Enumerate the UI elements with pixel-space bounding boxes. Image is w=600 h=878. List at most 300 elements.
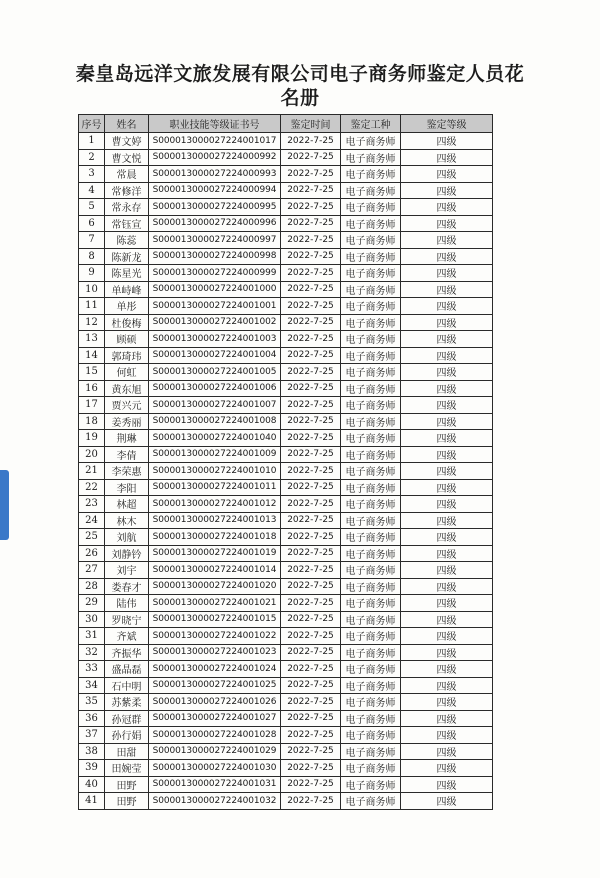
cell-index: 7 [79,232,105,249]
cell-date: 2022-7-25 [281,529,341,546]
cell-index: 17 [79,397,105,414]
cell-cert-number: S000013000027224001006 [149,380,281,397]
cell-name: 常钰宣 [105,215,149,232]
cell-index: 27 [79,562,105,579]
cell-level: 四级 [401,413,493,430]
cell-occupation: 电子商务师 [341,182,401,199]
table-row [79,149,493,166]
header-occupation: 鉴定工种 [341,115,401,133]
table-row [79,694,493,711]
cell-occupation: 电子商务师 [341,380,401,397]
cell-occupation: 电子商务师 [341,578,401,595]
cell-index: 1 [79,133,105,150]
cell-index: 21 [79,463,105,480]
header-cert-number: 职业技能等级证书号 [149,115,281,133]
cell-occupation: 电子商务师 [341,331,401,348]
cell-occupation: 电子商务师 [341,644,401,661]
cell-cert-number: S000013000027224001029 [149,743,281,760]
cell-level: 四级 [401,430,493,447]
cell-name: 刘宇 [105,562,149,579]
cell-index: 16 [79,380,105,397]
cell-index: 35 [79,694,105,711]
table-row [79,793,493,810]
table-row [79,578,493,595]
cell-occupation: 电子商务师 [341,413,401,430]
cell-name: 常修洋 [105,182,149,199]
cell-date: 2022-7-25 [281,281,341,298]
cell-index: 3 [79,166,105,183]
cell-name: 陆伟 [105,595,149,612]
cell-occupation: 电子商务师 [341,281,401,298]
cell-date: 2022-7-25 [281,182,341,199]
cell-cert-number: S000013000027224001008 [149,413,281,430]
cell-name: 陈新龙 [105,248,149,265]
table-header-row [79,115,493,133]
cell-index: 29 [79,595,105,612]
cell-index: 6 [79,215,105,232]
cell-name: 石中明 [105,677,149,694]
cell-cert-number: S000013000027224001014 [149,562,281,579]
cell-index: 5 [79,199,105,216]
cell-date: 2022-7-25 [281,661,341,678]
cell-date: 2022-7-25 [281,166,341,183]
cell-occupation: 电子商务师 [341,149,401,166]
cell-name: 娄春才 [105,578,149,595]
cell-level: 四级 [401,595,493,612]
cell-level: 四级 [401,661,493,678]
cell-index: 37 [79,727,105,744]
cell-index: 24 [79,512,105,529]
cell-occupation: 电子商务师 [341,628,401,645]
table-row [79,661,493,678]
cell-index: 30 [79,611,105,628]
cell-cert-number: S000013000027224001011 [149,479,281,496]
cell-date: 2022-7-25 [281,364,341,381]
cell-name: 郭琦玮 [105,347,149,364]
cell-cert-number: S000013000027224001017 [149,133,281,150]
table-row [79,199,493,216]
cell-occupation: 电子商务师 [341,133,401,150]
cell-date: 2022-7-25 [281,248,341,265]
cell-level: 四级 [401,463,493,480]
cell-level: 四级 [401,611,493,628]
cell-cert-number: S000013000027224000993 [149,166,281,183]
cell-name: 罗晓宁 [105,611,149,628]
table-row [79,380,493,397]
cell-name: 黄东旭 [105,380,149,397]
cell-date: 2022-7-25 [281,199,341,216]
cell-cert-number: S000013000027224001015 [149,611,281,628]
cell-cert-number: S000013000027224001027 [149,710,281,727]
cell-level: 四级 [401,347,493,364]
cell-level: 四级 [401,644,493,661]
cell-index: 34 [79,677,105,694]
cell-name: 刘静钤 [105,545,149,562]
table-row [79,677,493,694]
cell-level: 四级 [401,166,493,183]
table-row [79,743,493,760]
cell-name: 单峙峰 [105,281,149,298]
cell-occupation: 电子商务师 [341,364,401,381]
table-row [79,430,493,447]
cell-date: 2022-7-25 [281,314,341,331]
cell-level: 四级 [401,298,493,315]
cell-level: 四级 [401,265,493,282]
cell-name: 田婉莹 [105,760,149,777]
cell-occupation: 电子商务师 [341,760,401,777]
cell-occupation: 电子商务师 [341,611,401,628]
cell-index: 18 [79,413,105,430]
cell-level: 四级 [401,694,493,711]
cell-date: 2022-7-25 [281,595,341,612]
cell-cert-number: S000013000027224000992 [149,149,281,166]
table-row [79,166,493,183]
cell-index: 19 [79,430,105,447]
title-line-2: 名册 [280,87,320,109]
cell-cert-number: S000013000027224000997 [149,232,281,249]
cell-date: 2022-7-25 [281,562,341,579]
cell-cert-number: S000013000027224001003 [149,331,281,348]
cell-occupation: 电子商务师 [341,232,401,249]
cell-name: 何虹 [105,364,149,381]
cell-level: 四级 [401,529,493,546]
cell-name: 齐斌 [105,628,149,645]
table-body [79,133,493,810]
cell-level: 四级 [401,149,493,166]
cell-name: 曹文婷 [105,133,149,150]
cell-occupation: 电子商务师 [341,661,401,678]
page-edge-tab [0,470,9,540]
cell-occupation: 电子商务师 [341,265,401,282]
table-row [79,265,493,282]
cell-index: 4 [79,182,105,199]
cell-cert-number: S000013000027224001026 [149,694,281,711]
table-row [79,232,493,249]
cell-index: 32 [79,644,105,661]
cell-occupation: 电子商务师 [341,199,401,216]
cell-occupation: 电子商务师 [341,727,401,744]
cell-occupation: 电子商务师 [341,397,401,414]
table-row [79,397,493,414]
cell-name: 林木 [105,512,149,529]
cell-cert-number: S000013000027224001005 [149,364,281,381]
table-row [79,512,493,529]
cell-date: 2022-7-25 [281,133,341,150]
cell-occupation: 电子商务师 [341,545,401,562]
cell-cert-number: S000013000027224000996 [149,215,281,232]
cell-level: 四级 [401,677,493,694]
cell-index: 10 [79,281,105,298]
cell-index: 41 [79,793,105,810]
cell-index: 8 [79,248,105,265]
cell-name: 李阳 [105,479,149,496]
cell-date: 2022-7-25 [281,677,341,694]
cell-cert-number: S000013000027224001002 [149,314,281,331]
cell-date: 2022-7-25 [281,743,341,760]
cell-occupation: 电子商务师 [341,215,401,232]
cell-date: 2022-7-25 [281,793,341,810]
cell-date: 2022-7-25 [281,265,341,282]
cell-level: 四级 [401,364,493,381]
cell-cert-number: S000013000027224001022 [149,628,281,645]
cell-level: 四级 [401,182,493,199]
cell-index: 39 [79,760,105,777]
table-row [79,331,493,348]
cell-date: 2022-7-25 [281,215,341,232]
cell-cert-number: S000013000027224001030 [149,760,281,777]
cell-cert-number: S000013000027224001009 [149,446,281,463]
cell-name: 苏紫柔 [105,694,149,711]
cell-index: 25 [79,529,105,546]
cell-date: 2022-7-25 [281,628,341,645]
table-row [79,314,493,331]
cell-level: 四级 [401,776,493,793]
table-row [79,479,493,496]
cell-name: 田野 [105,793,149,810]
cell-level: 四级 [401,562,493,579]
cell-index: 36 [79,710,105,727]
cell-cert-number: S000013000027224001028 [149,727,281,744]
cell-occupation: 电子商务师 [341,479,401,496]
cell-index: 13 [79,331,105,348]
table-row [79,545,493,562]
cell-level: 四级 [401,232,493,249]
cell-cert-number: S000013000027224001000 [149,281,281,298]
document-title [60,62,540,110]
table-row [79,133,493,150]
cell-occupation: 电子商务师 [341,710,401,727]
cell-index: 28 [79,578,105,595]
cell-name: 杜俊梅 [105,314,149,331]
cell-cert-number: S000013000027224001004 [149,347,281,364]
cell-date: 2022-7-25 [281,710,341,727]
cell-occupation: 电子商务师 [341,298,401,315]
table-row [79,364,493,381]
header-index: 序号 [79,115,105,133]
cell-name: 常晨 [105,166,149,183]
cell-index: 14 [79,347,105,364]
cell-name: 田野 [105,776,149,793]
table-row [79,710,493,727]
cell-occupation: 电子商务师 [341,694,401,711]
cell-level: 四级 [401,314,493,331]
cell-name: 孙行娟 [105,727,149,744]
cell-date: 2022-7-25 [281,232,341,249]
cell-cert-number: S000013000027224000999 [149,265,281,282]
cell-date: 2022-7-25 [281,413,341,430]
cell-index: 38 [79,743,105,760]
table-row [79,611,493,628]
table-row [79,463,493,480]
cell-occupation: 电子商务师 [341,529,401,546]
cell-level: 四级 [401,628,493,645]
cell-level: 四级 [401,545,493,562]
cell-cert-number: S000013000027224001012 [149,496,281,513]
cell-date: 2022-7-25 [281,331,341,348]
cell-occupation: 电子商务师 [341,314,401,331]
cell-level: 四级 [401,133,493,150]
table-row [79,281,493,298]
cell-occupation: 电子商务师 [341,430,401,447]
cell-date: 2022-7-25 [281,760,341,777]
cell-level: 四级 [401,248,493,265]
cell-level: 四级 [401,512,493,529]
cell-name: 刘航 [105,529,149,546]
cell-date: 2022-7-25 [281,446,341,463]
cell-level: 四级 [401,380,493,397]
cell-date: 2022-7-25 [281,611,341,628]
table-row [79,298,493,315]
cell-cert-number: S000013000027224000995 [149,199,281,216]
cell-occupation: 电子商务师 [341,793,401,810]
cell-occupation: 电子商务师 [341,463,401,480]
cell-name: 贾兴元 [105,397,149,414]
cell-cert-number: S000013000027224001019 [149,545,281,562]
cell-cert-number: S000013000027224001021 [149,595,281,612]
cell-name: 曹文悦 [105,149,149,166]
cell-occupation: 电子商务师 [341,595,401,612]
cell-level: 四级 [401,479,493,496]
cell-level: 四级 [401,710,493,727]
cell-date: 2022-7-25 [281,430,341,447]
cell-index: 15 [79,364,105,381]
table-row [79,215,493,232]
table-row [79,595,493,612]
cell-occupation: 电子商务师 [341,496,401,513]
cell-index: 2 [79,149,105,166]
table-row [79,446,493,463]
title-line-1: 秦皇岛远洋文旅发展有限公司电子商务师鉴定人员花 [75,63,525,85]
cell-level: 四级 [401,727,493,744]
cell-name: 陈星光 [105,265,149,282]
cell-name: 顾硕 [105,331,149,348]
cell-index: 22 [79,479,105,496]
cell-occupation: 电子商务师 [341,776,401,793]
cell-date: 2022-7-25 [281,397,341,414]
cell-index: 9 [79,265,105,282]
cell-level: 四级 [401,215,493,232]
cell-level: 四级 [401,199,493,216]
cell-name: 陈蕊 [105,232,149,249]
cell-date: 2022-7-25 [281,496,341,513]
cell-cert-number: S000013000027224000994 [149,182,281,199]
cell-level: 四级 [401,760,493,777]
cell-index: 33 [79,661,105,678]
cell-name: 单彤 [105,298,149,315]
table-row [79,413,493,430]
cell-cert-number: S000013000027224001013 [149,512,281,529]
cell-level: 四级 [401,397,493,414]
table-row [79,347,493,364]
cell-date: 2022-7-25 [281,644,341,661]
cell-cert-number: S000013000027224001040 [149,430,281,447]
cell-occupation: 电子商务师 [341,166,401,183]
cell-date: 2022-7-25 [281,545,341,562]
table-row [79,248,493,265]
cell-date: 2022-7-25 [281,463,341,480]
table-row [79,760,493,777]
roster-table [78,114,493,810]
header-level: 鉴定等级 [401,115,493,133]
cell-date: 2022-7-25 [281,512,341,529]
cell-index: 26 [79,545,105,562]
cell-cert-number: S000013000027224001031 [149,776,281,793]
cell-date: 2022-7-25 [281,380,341,397]
cell-level: 四级 [401,281,493,298]
cell-cert-number: S000013000027224001001 [149,298,281,315]
cell-cert-number: S000013000027224001018 [149,529,281,546]
cell-index: 20 [79,446,105,463]
cell-name: 孙冠群 [105,710,149,727]
table-row [79,496,493,513]
cell-occupation: 电子商务师 [341,562,401,579]
cell-cert-number: S000013000027224001023 [149,644,281,661]
cell-level: 四级 [401,578,493,595]
table-row [79,182,493,199]
cell-occupation: 电子商务师 [341,677,401,694]
cell-date: 2022-7-25 [281,347,341,364]
cell-cert-number: S000013000027224001024 [149,661,281,678]
cell-index: 40 [79,776,105,793]
table-row [79,776,493,793]
header-name: 姓名 [105,115,149,133]
cell-level: 四级 [401,496,493,513]
cell-occupation: 电子商务师 [341,743,401,760]
header-date: 鉴定时间 [281,115,341,133]
cell-index: 11 [79,298,105,315]
cell-date: 2022-7-25 [281,776,341,793]
cell-name: 常永存 [105,199,149,216]
cell-occupation: 电子商务师 [341,347,401,364]
cell-index: 23 [79,496,105,513]
cell-cert-number: S000013000027224001032 [149,793,281,810]
cell-index: 31 [79,628,105,645]
cell-date: 2022-7-25 [281,298,341,315]
cell-date: 2022-7-25 [281,149,341,166]
cell-level: 四级 [401,331,493,348]
cell-name: 姜秀丽 [105,413,149,430]
cell-name: 齐振华 [105,644,149,661]
cell-name: 李倩 [105,446,149,463]
cell-occupation: 电子商务师 [341,446,401,463]
cell-date: 2022-7-25 [281,578,341,595]
cell-date: 2022-7-25 [281,727,341,744]
cell-name: 李荣惠 [105,463,149,480]
cell-cert-number: S000013000027224001007 [149,397,281,414]
cell-name: 林超 [105,496,149,513]
table-row [79,628,493,645]
cell-name: 盛晶磊 [105,661,149,678]
cell-level: 四级 [401,793,493,810]
table-row [79,727,493,744]
cell-occupation: 电子商务师 [341,248,401,265]
cell-index: 12 [79,314,105,331]
cell-level: 四级 [401,743,493,760]
cell-cert-number: S000013000027224001010 [149,463,281,480]
cell-level: 四级 [401,446,493,463]
cell-date: 2022-7-25 [281,479,341,496]
cell-name: 田甜 [105,743,149,760]
table-row [79,529,493,546]
cell-name: 荆琳 [105,430,149,447]
cell-cert-number: S000013000027224001025 [149,677,281,694]
cell-cert-number: S000013000027224001020 [149,578,281,595]
cell-cert-number: S000013000027224000998 [149,248,281,265]
cell-date: 2022-7-25 [281,694,341,711]
table-row [79,562,493,579]
cell-occupation: 电子商务师 [341,512,401,529]
table-row [79,644,493,661]
